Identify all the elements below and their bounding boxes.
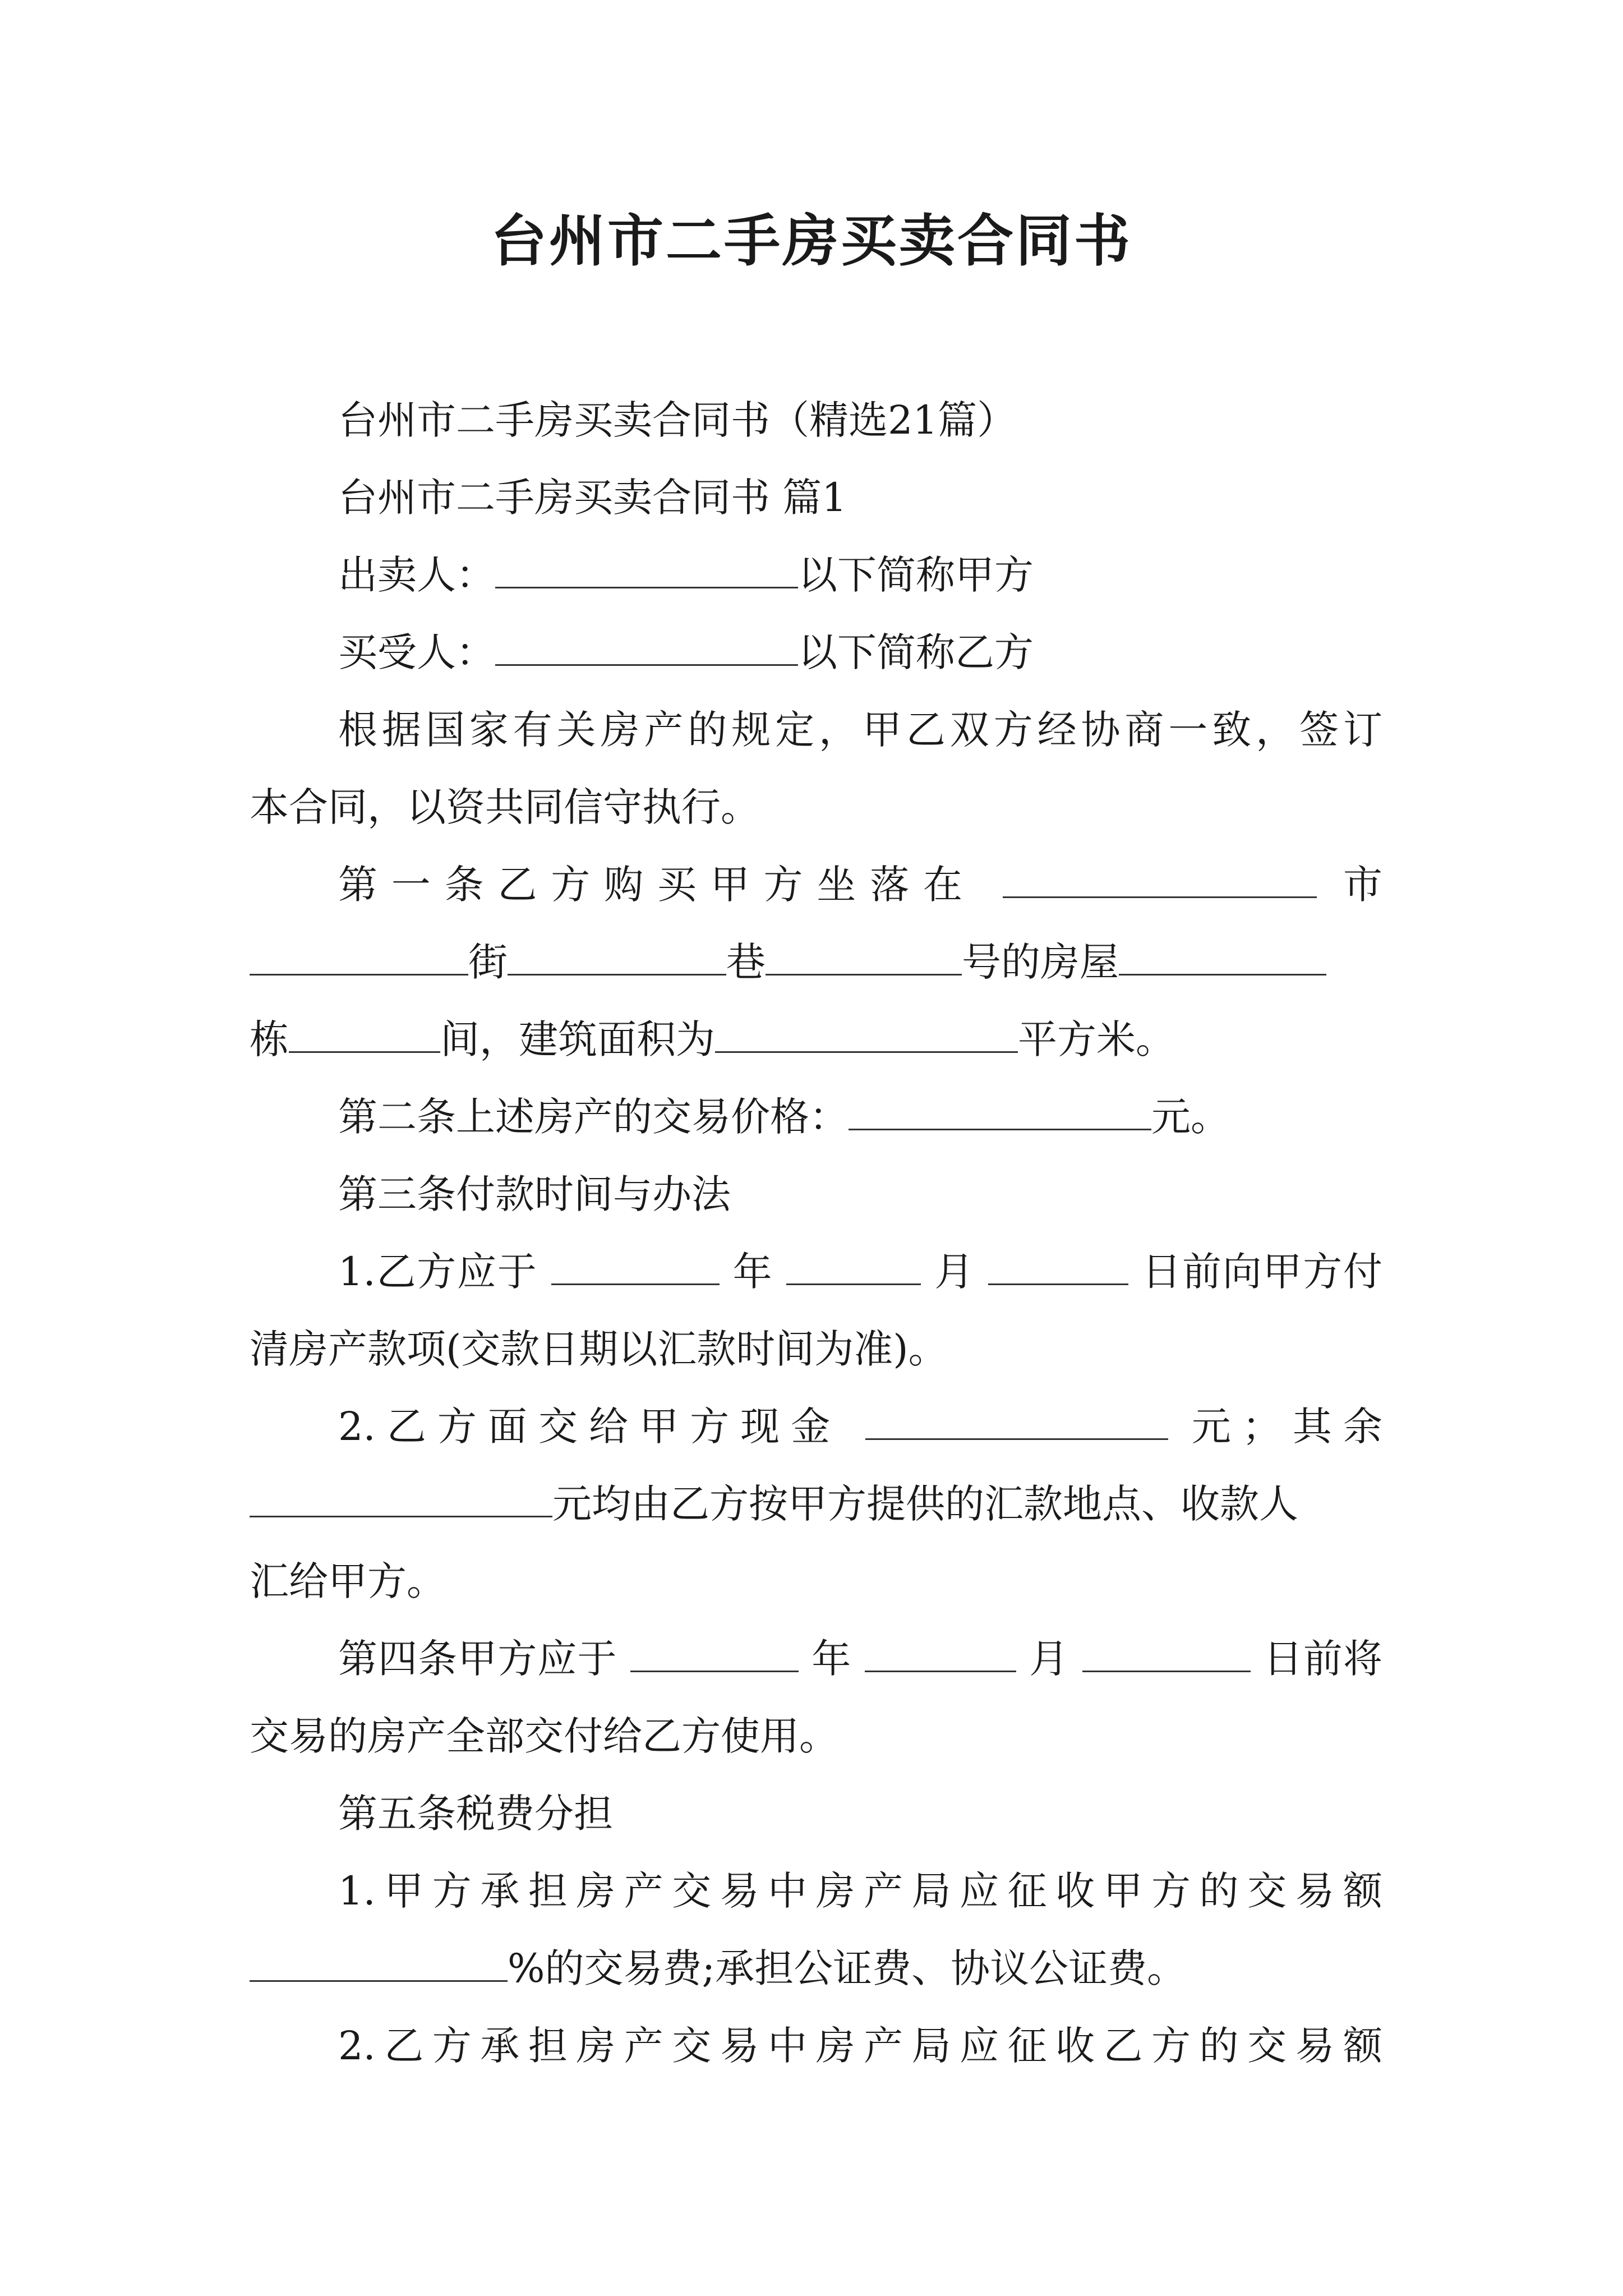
art3-2-b: 元；其余 [1191, 1404, 1382, 1450]
art5-1-line2: %的交易费;承担公证费、协议公证费。 [508, 1945, 1187, 1991]
article-1-line-3 [250, 1001, 1382, 1078]
art3-2-a: 2.乙方面交给甲方现金 [338, 1404, 842, 1450]
article-4-line-2: 交易的房产全部交付给乙方使用。 [250, 1713, 838, 1759]
article-1-text: 第一条乙方购买甲方坐落在 [338, 862, 976, 908]
article-2-text: 第二条上述房产的交易价格： [338, 1094, 849, 1140]
number-blank [766, 940, 962, 976]
area-unit: 平方米。 [1018, 1016, 1175, 1062]
building-blank [1119, 940, 1326, 976]
art3-2-line2: 元均由乙方按甲方提供的汇款地点、收款人 [552, 1481, 1298, 1527]
city-blank [1003, 863, 1317, 898]
article-5-2-line-1: 2.乙方承担房产交易中房产局应征收乙方的交易额 [338, 2023, 1382, 2069]
price-blank [849, 1095, 1151, 1130]
article-1-line-2 [250, 923, 1382, 1001]
article-5-heading: 第五条税费分担 [338, 1791, 613, 1837]
article-3-2-line-1 [250, 1388, 1382, 1465]
street-label: 街 [468, 939, 508, 985]
building-label: 栋 [250, 1016, 289, 1062]
seller-line [250, 536, 1382, 614]
article-4-line-1 [250, 1620, 1382, 1697]
article-1-line-1 [250, 846, 1382, 923]
deliver-month-blank [865, 1637, 1016, 1672]
room-blank [289, 1018, 440, 1053]
remainder-blank [250, 1482, 552, 1517]
subtitle: 台州市二手房买卖合同书（精选21篇） [338, 397, 1017, 443]
document-title: 台州市二手房买卖合同书 [491, 208, 1132, 274]
buyer-line [250, 614, 1382, 691]
article-3-1-line-2: 清房产款项(交款日期以汇款时间为准)。 [250, 1326, 948, 1372]
buyer-blank [495, 631, 798, 666]
area-blank [715, 1018, 1018, 1053]
buyer-label: 买受人： [338, 629, 495, 675]
article-1-city: 市 [1343, 862, 1382, 908]
section-heading: 台州市二手房买卖合同书 篇1 [338, 475, 847, 521]
lane-blank [508, 940, 726, 976]
buyer-suffix: 以下简称乙方 [798, 629, 1034, 675]
article-5-1-line-1: 1.甲方承担房产交易中房产局应征收甲方的交易额 [338, 1868, 1382, 1914]
art4-year: 年 [811, 1636, 852, 1682]
article-5-1-line-2 [250, 1930, 1382, 2007]
lane-label: 巷 [726, 939, 766, 985]
article-3-heading: 第三条付款时间与办法 [338, 1171, 731, 1217]
document-body [250, 381, 1382, 2085]
deliver-day-blank [1082, 1637, 1251, 1672]
price-unit: 元。 [1151, 1094, 1230, 1140]
pay-month-blank [786, 1250, 921, 1285]
cash-blank [865, 1405, 1168, 1440]
art4-d: 日前将 [1263, 1636, 1383, 1682]
pay-day-blank [988, 1250, 1128, 1285]
intro-line-2: 本合同，以资共同信守执行。 [250, 784, 760, 830]
art3-1-month: 月 [934, 1249, 975, 1295]
art3-1-d: 日前向甲方付 [1142, 1249, 1382, 1295]
seller-label: 出卖人： [338, 552, 495, 598]
article-3-2-line-2 [250, 1465, 1382, 1543]
article-3-2-line-3: 汇给甲方。 [250, 1558, 446, 1604]
deliver-year-blank [630, 1637, 799, 1672]
art4-month: 月 [1029, 1636, 1069, 1682]
article-3-1-line-1 [250, 1233, 1382, 1310]
street-blank [250, 940, 468, 976]
fee-rate-blank [250, 1947, 508, 1982]
intro-line-1: 根据国家有关房产的规定，甲乙双方经协商一致，签订 [338, 707, 1382, 753]
art3-1-year: 年 [732, 1249, 773, 1295]
art3-1-a: 1.乙方应于 [338, 1249, 538, 1295]
seller-blank [495, 553, 798, 588]
article-2 [250, 1078, 1382, 1156]
pay-year-blank [551, 1250, 720, 1285]
house-label: 号的房屋 [962, 939, 1119, 985]
seller-suffix: 以下简称甲方 [798, 552, 1034, 598]
area-label: 间，建筑面积为 [440, 1016, 715, 1062]
art4-a: 第四条甲方应于 [338, 1636, 617, 1682]
